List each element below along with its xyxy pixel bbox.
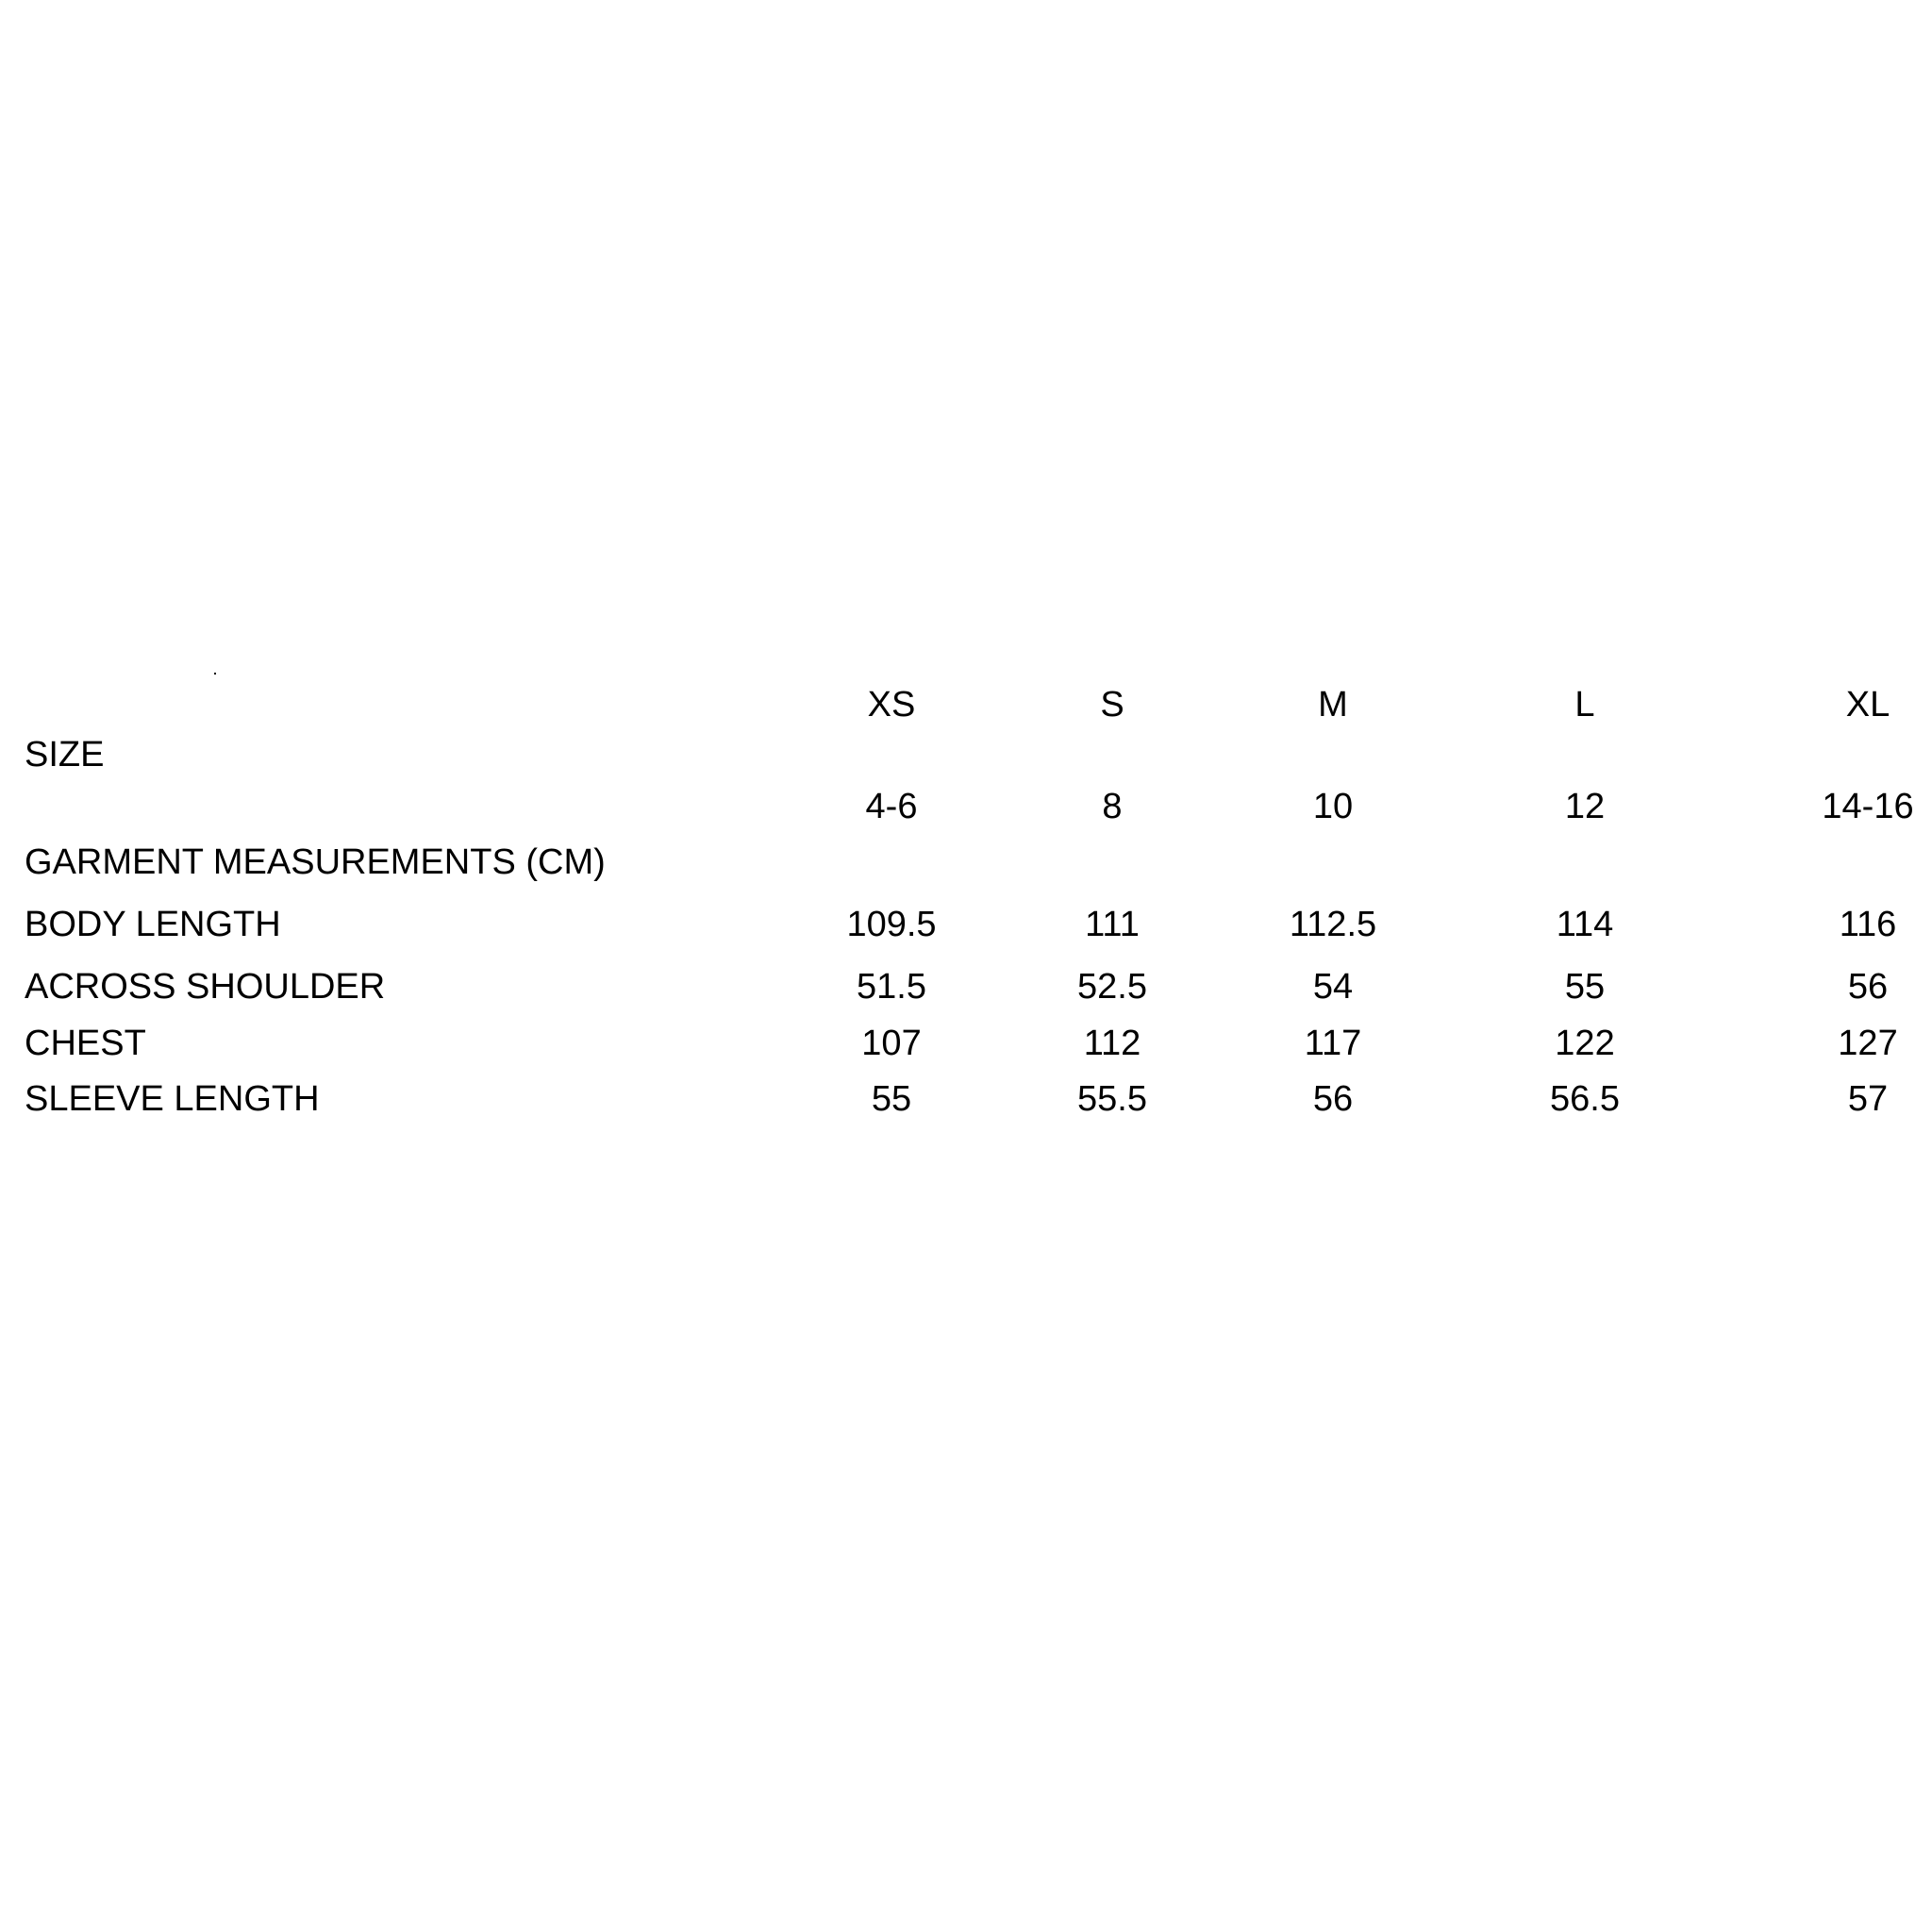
cell-chest-l: 122 (1555, 1024, 1615, 1063)
row-label-across-shoulder: ACROSS SHOULDER (25, 967, 386, 1007)
cell-body-length-s: 111 (1085, 905, 1140, 944)
cell-across-shoulder-m: 54 (1312, 967, 1354, 1007)
row-label-chest: CHEST (25, 1024, 146, 1063)
size-letter-m: M (1318, 685, 1348, 724)
size-number-s: 8 (1102, 787, 1123, 826)
section-label: GARMENT MEASUREMENTS (CM) (25, 842, 606, 882)
cell-sleeve-length-xs: 55 (871, 1079, 912, 1119)
cell-sleeve-length-xl: 57 (1847, 1079, 1889, 1119)
size-letter-l: L (1574, 685, 1595, 724)
size-number-xl: 14-16 (1822, 787, 1914, 826)
size-label: SIZE (25, 735, 105, 774)
cell-across-shoulder-l: 55 (1564, 967, 1606, 1007)
cell-chest-xl: 127 (1838, 1024, 1898, 1063)
size-number-l: 12 (1564, 787, 1606, 826)
row-label-sleeve-length: SLEEVE LENGTH (25, 1079, 320, 1119)
cell-across-shoulder-xl: 56 (1847, 967, 1889, 1007)
cell-chest-xs: 107 (861, 1024, 922, 1063)
stray-dot (214, 673, 216, 675)
cell-across-shoulder-s: 52.5 (1077, 967, 1147, 1007)
cell-sleeve-length-l: 56.5 (1550, 1079, 1620, 1119)
size-number-xs: 4-6 (865, 787, 918, 826)
row-label-body-length: BODY LENGTH (25, 905, 281, 944)
cell-across-shoulder-xs: 51.5 (857, 967, 926, 1007)
cell-body-length-l: 114 (1556, 905, 1614, 944)
size-number-m: 10 (1312, 787, 1354, 826)
cell-chest-s: 112 (1083, 1024, 1141, 1063)
cell-sleeve-length-s: 55.5 (1077, 1079, 1147, 1119)
size-letter-xs: XS (867, 685, 916, 724)
size-letter-s: S (1100, 685, 1124, 724)
cell-sleeve-length-m: 56 (1312, 1079, 1354, 1119)
cell-chest-m: 117 (1304, 1024, 1362, 1063)
cell-body-length-m: 112.5 (1289, 905, 1377, 944)
cell-body-length-xs: 109.5 (846, 905, 937, 944)
cell-body-length-xl: 116 (1839, 905, 1897, 944)
size-letter-xl: XL (1845, 685, 1890, 724)
